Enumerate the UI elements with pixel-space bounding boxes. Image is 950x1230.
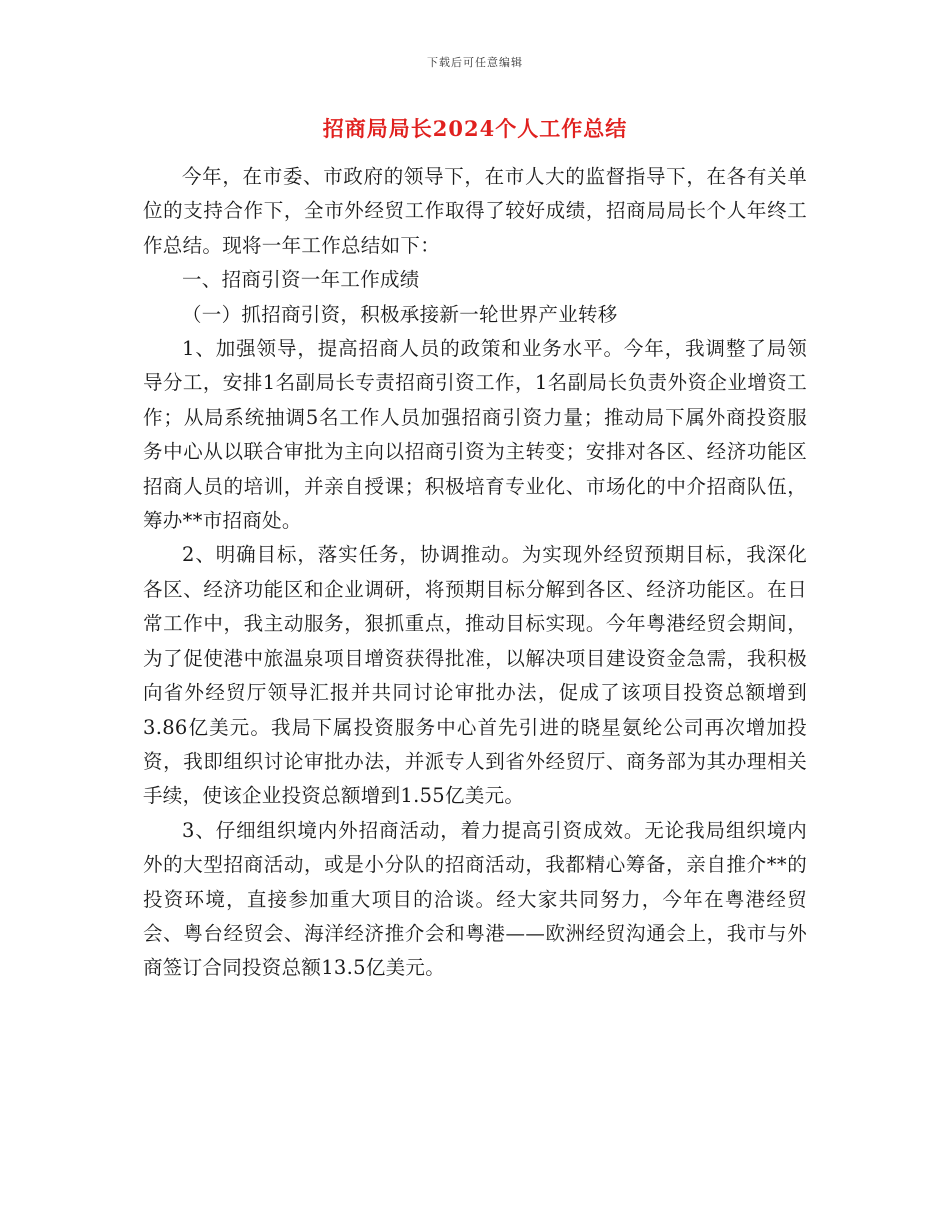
- paragraph-item-1: 1、加强领导，提高招商人员的政策和业务水平。今年，我调整了局领导分工，安排1名副局长专责招商引资工作，1名副局长负责外资企业增资工作；从局系统抽调5名工作人员加强招商引资力量；推动局下属外商投资服务中心从以联合审批为主向以招商引资为主转变；安排对各区、经济功能区招商人员的培训，并亲自授课；积极培育专业化、市场化的中介招商队伍，筹办**市招商处。: [143, 337, 807, 533]
- document-title: 招商局局长2024个人工作总结: [322, 116, 628, 141]
- paragraph-intro: 今年，在市委、市政府的领导下，在市人大的监督指导下，在各有关单位的支持合作下，全市外经贸工作取得了较好成绩，招商局局长个人年终工作总结。现将一年工作总结如下：: [143, 165, 807, 257]
- subsection-heading: （一）抓招商引资，积极承接新一轮世界产业转移: [182, 302, 618, 326]
- paragraph-item-3: 3、仔细组织境内外招商活动，着力提高引资成效。无论我局组织境内外的大型招商活动，或是小分队的招商活动，我都精心筹备，亲自推介**的投资环境，直接参加重大项目的洽谈。经大家共同努力，今年在粤港经贸会、粤台经贸会、海洋经济推介会和粤港——欧洲经贸沟通会上，我市与外商签订合同投资总额13.5亿美元。: [143, 818, 807, 980]
- section-heading: 一、招商引资一年工作成绩: [182, 268, 420, 292]
- header-note: 下载后可任意编辑: [427, 56, 523, 69]
- document-body: [143, 160, 807, 986]
- paragraph-item-2: 2、明确目标，落实任务，协调推动。为实现外经贸预期目标，我深化各区、经济功能区和企业调研，将预期目标分解到各区、经济功能区。在日常工作中，我主动服务，狠抓重点，推动目标实现。今年粤港经贸会期间，为了促使港中旅温泉项目增资获得批准，以解决项目建设资金急需，我积极向省外经贸厅领导汇报并共同讨论审批办法，促成了该项目投资总额增到3.86亿美元。我局下属投资服务中心首先引进的晓星氨纶公司再次增加投资，我即组织讨论审批办法，并派专人到省外经贸厅、商务部为其办理相关手续，使该企业投资总额增到1.55亿美元。: [143, 543, 807, 808]
